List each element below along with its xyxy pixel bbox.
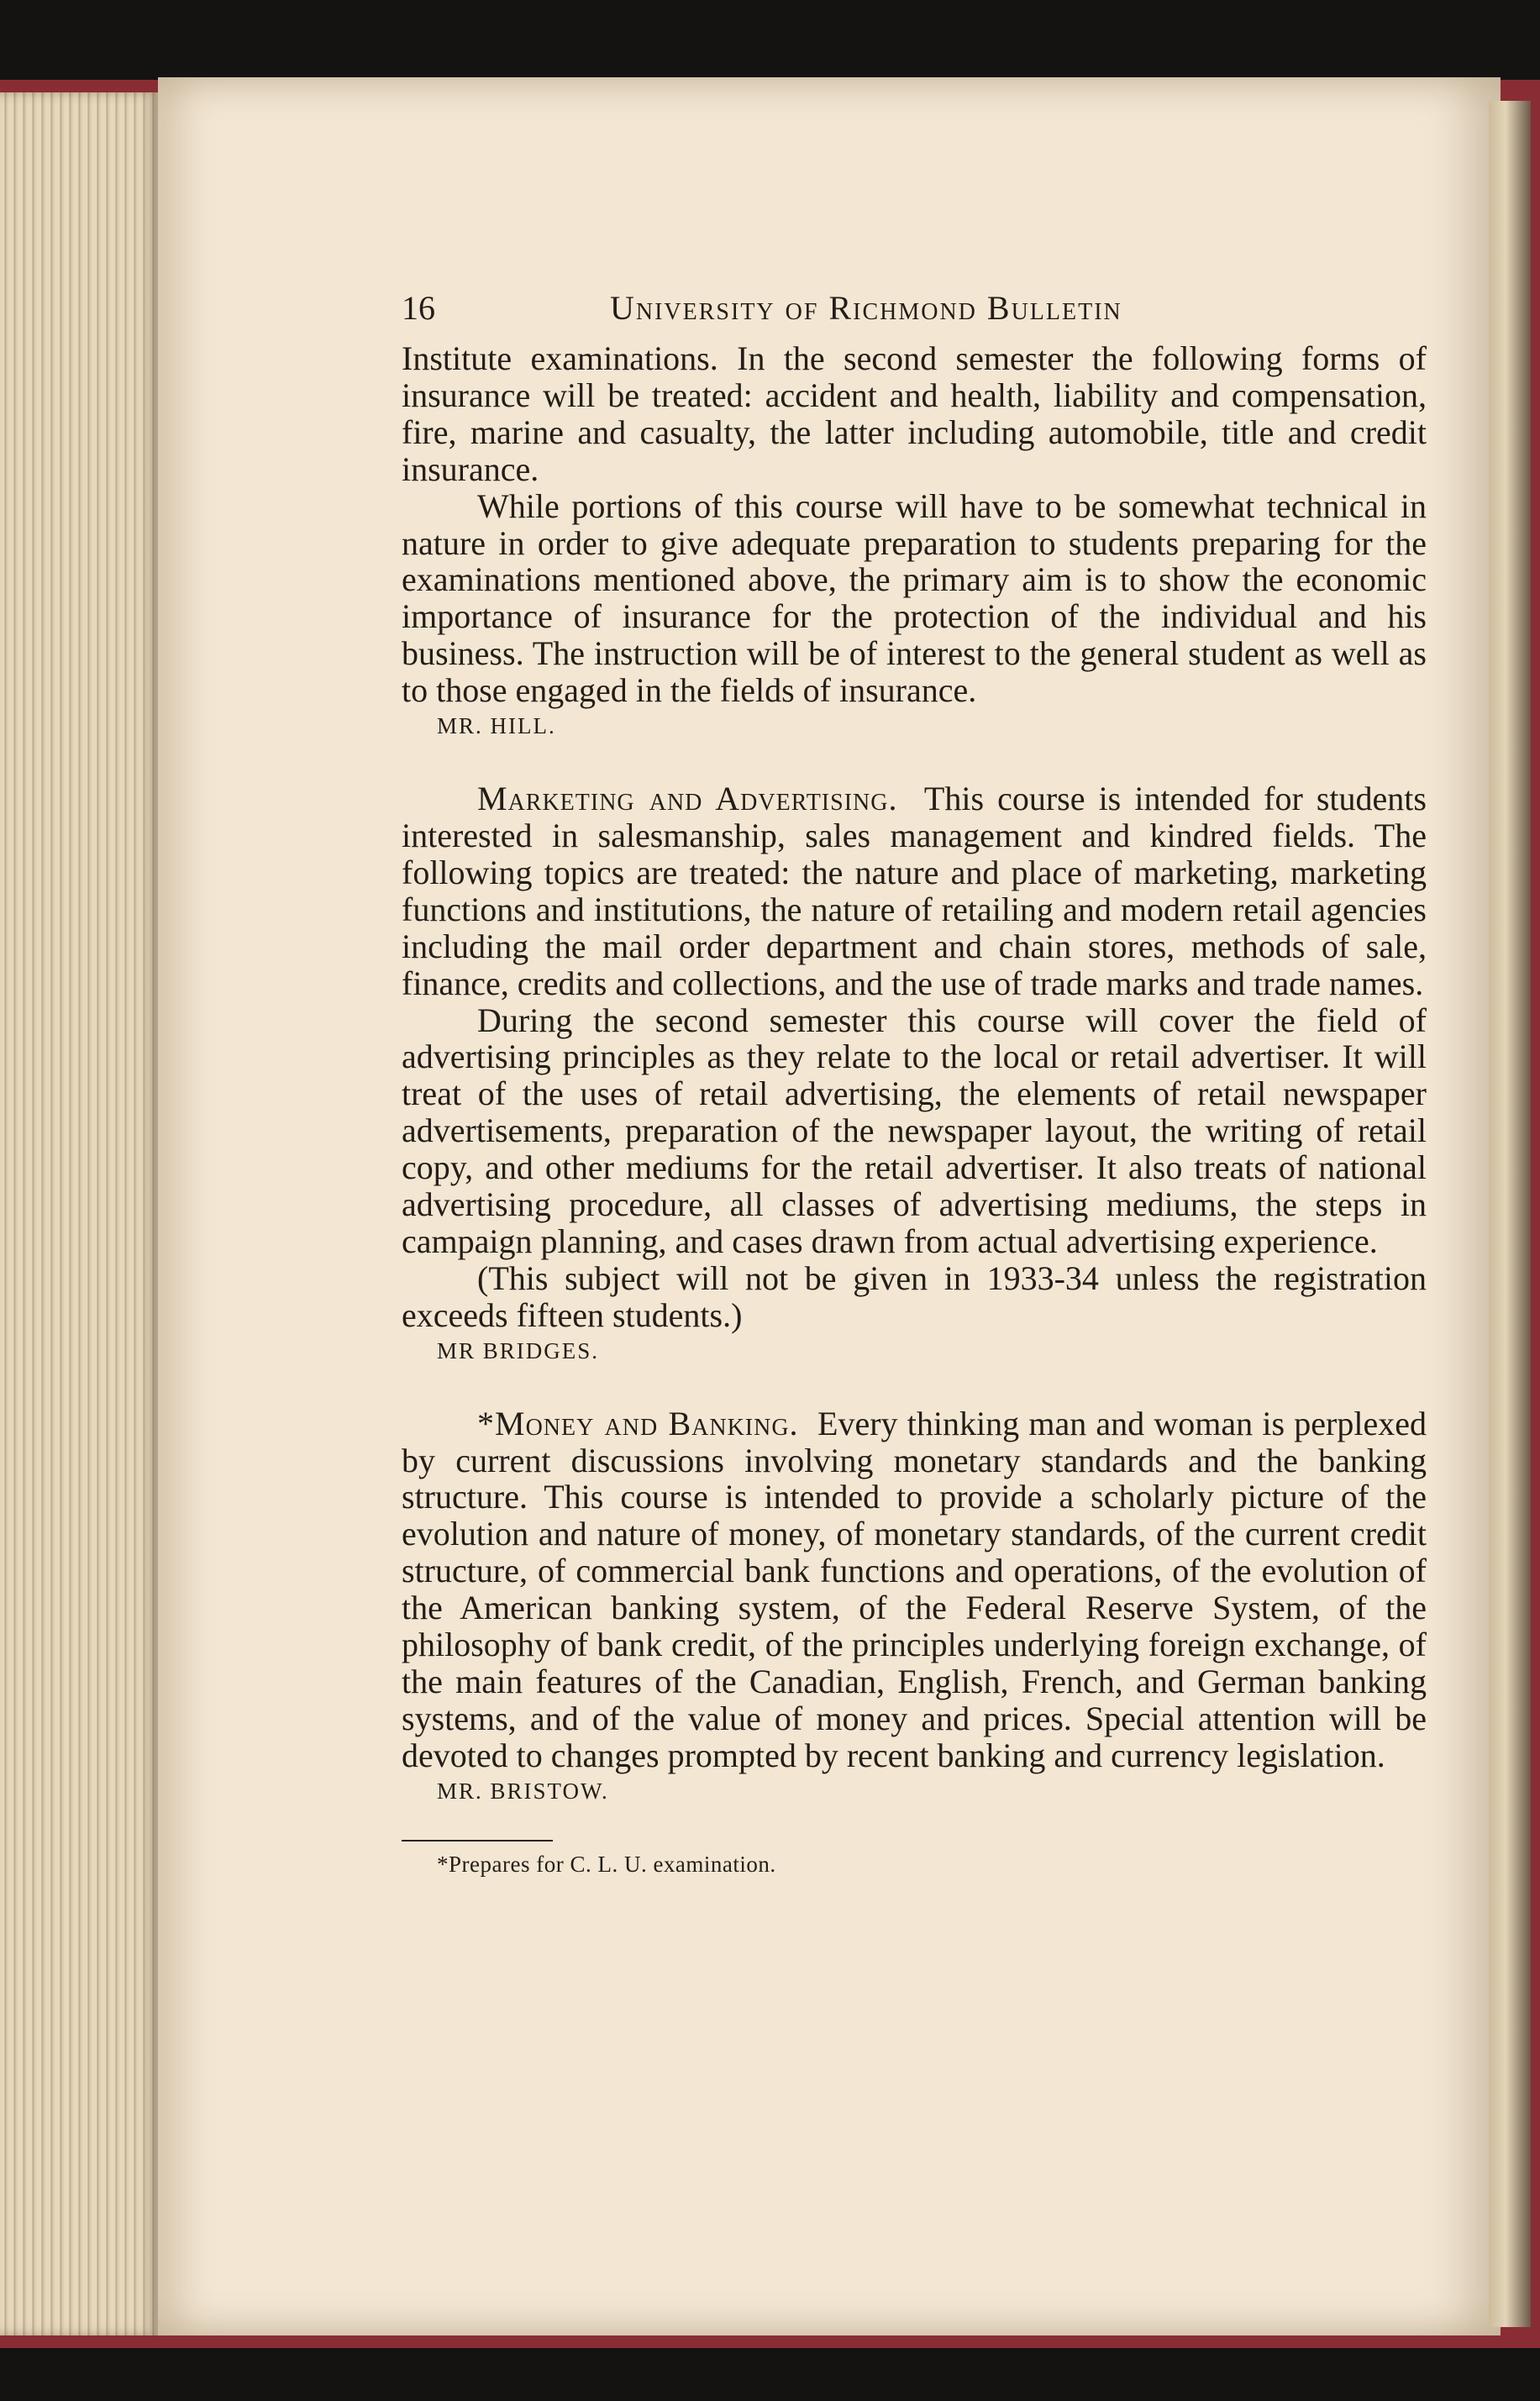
banking-course-title: *Money and Banking. [477, 1404, 799, 1442]
marketing-paragraph-1-text: This course is intended for students interested in salesmanship, sales management and kindred fields. The following topics are treated: the nature and place of marketing, marketing functions and institutions, the nature of retailing and modern retail agencies including the mail order department and chain stores, methods of sale, finance, credits and collections, and the use of trade marks and trade names. [402, 780, 1427, 1002]
marketing-paragraph-1 [402, 780, 1427, 1001]
banking-paragraph-1 [402, 1405, 1427, 1774]
page-text [402, 280, 1427, 1878]
footnote-rule [402, 1840, 553, 1841]
instructor-bristow: MR. BRISTOW. [437, 1778, 609, 1804]
marketing-paragraph-2: During the second semester this course will cover the field of advertising principles as they relate to the local or retail advertiser. It will treat of the uses of retail advertising, the elements of retail newspaper advertisements, preparation of the newspaper layout, the writing of retail copy, and other mediums for the retail advertiser. It also treats of national advertising procedure, all classes of advertising mediums, the steps in campaign planning, and cases drawn from actual advertising experience. [402, 1001, 1427, 1260]
page-gutter-curl [1489, 101, 1531, 2327]
marketing-course-title: Marketing and Advertising. [477, 780, 898, 818]
insurance-paragraph-2: While portions of this course will have to be somewhat technical in nature in order to give adequate preparation to students preparing for the examinations mentioned above, the primary aim is to show the economic importance of insurance for the protection of the individual and his business. The instruction will be of interest to the general student as well as to those engaged in the fields of insurance. [402, 486, 1427, 710]
insurance-paragraph-1: Institute examinations. In the second semester the following forms of insurance will be treated: accident and health, liability and compensation, fire, marine and casualty, the latter including automobile, title and credit insurance. [402, 339, 1427, 488]
banking-paragraph-1-text: Every thinking man and woman is perplexed by current discussions involving monetary standards and the banking structure. This course is intended to provide a scholarly picture of the evolution and nature of money, of monetary standards, of the current credit structure, of commercial bank functions and operations, of the evolution of the American banking system, of the Federal Reserve System, of the philosophy of bank credit, of the principles underlying foreign exchange, of the main features of the Canadian, English, French, and German banking systems, and of the value of money and prices. Special attention will be devoted to changes prompted by recent banking and currency legislation. [402, 1404, 1427, 1774]
running-header [402, 280, 1427, 340]
instructor-hill: MR. HILL. [437, 713, 556, 739]
instructor-bridges: MR BRIDGES. [437, 1337, 600, 1363]
page-stack-edges [0, 92, 160, 2335]
page-number: 16 [402, 289, 435, 327]
marketing-paragraph-3: (This subject will not be given in 1933-34 unless the registration exceeds fifteen students.) [402, 1258, 1427, 1334]
running-head-title: University of Richmond Bulletin [610, 289, 1122, 327]
footnote: *Prepares for C. L. U. examination. [437, 1851, 776, 1877]
